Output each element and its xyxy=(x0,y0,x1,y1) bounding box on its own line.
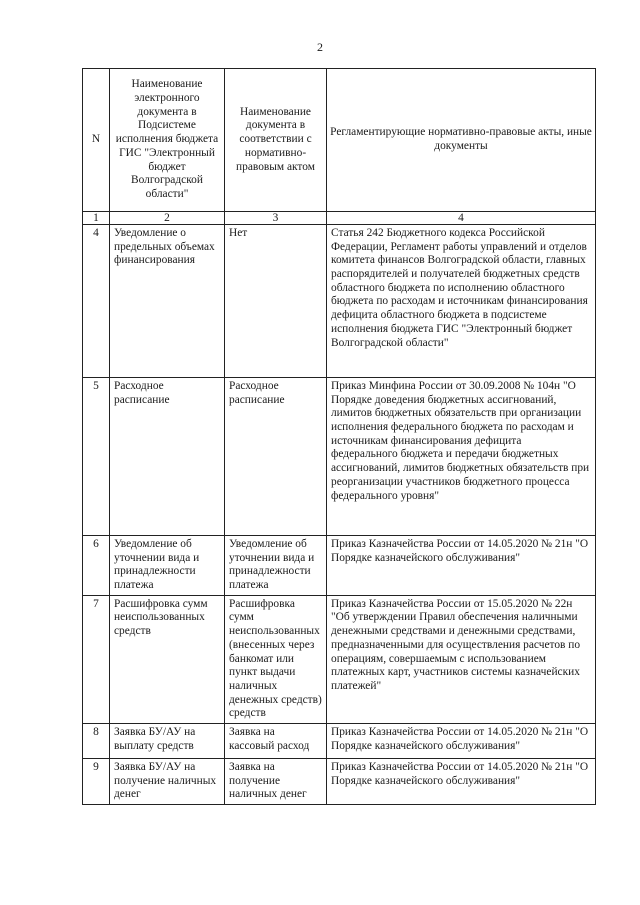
table-header-row xyxy=(83,69,596,212)
document-name: Заявка на кассовый расход xyxy=(225,723,327,758)
column-number: 1 xyxy=(83,212,110,225)
document-name: Нет xyxy=(225,225,327,378)
regulations-text: Статья 242 Бюджетного кодекса Российской Федерации, Регламент работы управлений и отделов комитета финансов Волгоградской области, главных распорядителей и получателей бюджетных средств областного бюджета по исполнению областного бюджета по расходам и источникам финансирования дефицита областного бюджета в подсистеме исполнения бюджета ГИС "Электронный бюджет Волгоградской области" xyxy=(327,225,596,378)
electronic-document-name: Заявка БУ/АУ на выплату средств xyxy=(110,723,225,758)
table-row xyxy=(83,536,596,596)
column-number: 3 xyxy=(225,212,327,225)
header-electronic-document: Наименование электронного документа в Подсистеме исполнения бюджета ГИС "Электронный бюджет Волгоградской области" xyxy=(110,69,225,212)
electronic-document-name: Уведомление об уточнении вида и принадлежности платежа xyxy=(110,536,225,596)
document-name: Расшифровка сумм неиспользованных (внесенных через банкомат или пункт выдачи наличных денежных средств) средств xyxy=(225,595,327,723)
column-number: 2 xyxy=(110,212,225,225)
document-name: Заявка на получение наличных денег xyxy=(225,758,327,804)
row-number: 5 xyxy=(83,378,110,536)
regulations-text: Приказ Казначейства России от 15.05.2020 № 22н "Об утверждении Правил обеспечения наличными денежными средствами и денежными средствами, предназначенными для осуществления расчетов по операциям, совершаемым с использованием платежных карт, участников системы казначейских платежей" xyxy=(327,595,596,723)
electronic-document-name: Расшифровка сумм неиспользованных средств xyxy=(110,595,225,723)
page-number: 2 xyxy=(317,40,323,54)
regulations-text: Приказ Казначейства России от 14.05.2020 № 21н "О Порядке казначейского обслуживания" xyxy=(327,723,596,758)
table-row xyxy=(83,378,596,536)
regulations-text: Приказ Казначейства России от 14.05.2020 № 21н "О Порядке казначейского обслуживания" xyxy=(327,536,596,596)
table-row xyxy=(83,758,596,804)
column-number-row xyxy=(83,212,596,225)
row-number: 7 xyxy=(83,595,110,723)
row-number: 8 xyxy=(83,723,110,758)
regulations-text: Приказ Минфина России от 30.09.2008 № 104н "О Порядке доведения бюджетных ассигнований, лимитов бюджетных обязательств при организации исполнения федерального бюджета по расходам и источникам финансирования дефицита федерального бюджета и передачи бюджетных ассигнований, лимитов бюджетных обязательств при реорганизации участников бюджетного процесса федерального уровня" xyxy=(327,378,596,536)
row-number: 4 xyxy=(83,225,110,378)
electronic-document-name: Заявка БУ/АУ на получение наличных денег xyxy=(110,758,225,804)
regulations-table xyxy=(82,68,596,805)
electronic-document-name: Расходное расписание xyxy=(110,378,225,536)
header-document-name: Наименование документа в соответствии с нормативно-правовым актом xyxy=(225,69,327,212)
header-regulations: Регламентирующие нормативно-правовые акты, иные документы xyxy=(327,69,596,212)
header-n: N xyxy=(83,69,110,212)
document-name: Уведомление об уточнении вида и принадлежности платежа xyxy=(225,536,327,596)
table-row xyxy=(83,595,596,723)
column-number: 4 xyxy=(327,212,596,225)
regulations-text: Приказ Казначейства России от 14.05.2020 № 21н "О Порядке казначейского обслуживания" xyxy=(327,758,596,804)
electronic-document-name: Уведомление о предельных объемах финансирования xyxy=(110,225,225,378)
row-number: 9 xyxy=(83,758,110,804)
table-row xyxy=(83,225,596,378)
table-row xyxy=(83,723,596,758)
row-number: 6 xyxy=(83,536,110,596)
document-name: Расходное расписание xyxy=(225,378,327,536)
